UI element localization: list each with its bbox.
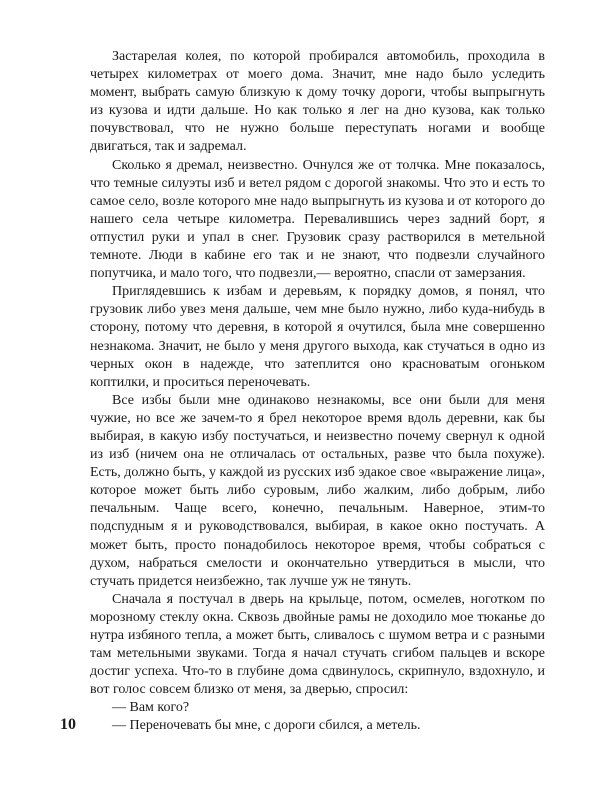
paragraph: Застарелая колея, по которой пробирался автомобиль, проходила в четырех километрах от моего дома. Значит, мне надо было уследить момент, выбрать самую близкую к дому точку дороги, чтобы выпрыгнуть из кузова и идти дальше. Но как только я лег на дно кузова, как только почувствовал, что не нужно больше переступать ногами и вообще двигаться, так и задремал. — [90, 49, 545, 155]
paragraph: Все избы были мне одинаково незнакомы, все они были для меня чужие, но все же зачем-то я брел некоторое время вдоль деревни, как бы выбирая, в какую избу постучаться, и неизвестно почему свернул к одной из изб (ничем она не отличалась от остальных, разве что была похуже). Есть, должно быть, у каждой из русских изб эдакое свое «выражение лица», которое может быть либо суровым, либо жалким, либо добрым, либо печальным. Чаще всего, конечно, печальным. Наверное, этим-то подспудным я и руководствовался, выбирая, в какое окно постучать. А может быть, просто понадобилось некоторое время, чтобы собраться с духом, набраться смелости и окончательно утвердиться в мысли, что стучать придется неизбежно, так лучше уж не тянуть. — [90, 392, 545, 589]
dialogue-line: — Вам кого? — [112, 700, 190, 716]
paragraph: Сколько я дремал, неизвестно. Очнулся же от толчка. Мне показалось, что темные силуэты изб и ветел рядом с дорогой знакомы. Что это и есть то самое село, возле которого мне надо выпрыгнуть из кузова и от которого до нашего села четыре километра. Перевалившись через задний борт, я отпустил руки и упал в снег. Грузовик сразу растворился в метельной темноте. Люди в кабине его так и не знают, что подвезли случайного попутчика, и мало того, что подвезли,— вероятно, спасли от замерзания. — [90, 157, 545, 282]
paragraph: Приглядевшись к избам и деревьям, к порядку домов, я понял, что грузовик либо увез меня дальше, чем мне было нужно, либо куда-нибудь в сторону, потому что деревня, в которой я очутился, была мне совершенно незнакома. Значит, не было у меня другого выхода, как стучаться в одно из черных окон в надежде, что затеплится оно красноватым огоньком коптилки, и проситься переночевать. — [90, 284, 545, 390]
body-text — [90, 48, 545, 736]
paragraph: Сначала я постучал в дверь на крыльце, потом, осмелев, ноготком по морозному стеклу окна. Сквозь двойные рамы не доходило мое тюканье до нутра избяного тепла, а может быть, сливалось с шумом ветра и с разными там метельными звуками. Тогда я начал стучать сгибом пальцев и вскоре достиг успеха. Что-то в глубине дома сдвинулось, скрипнуло, вздохнуло, и вот голос совсем близко от меня, за дверью, спросил: — [90, 591, 545, 698]
page-number: 10 — [60, 716, 76, 733]
dialogue-line: — Переночевать бы мне, с дороги сбился, а метель. — [112, 718, 421, 734]
